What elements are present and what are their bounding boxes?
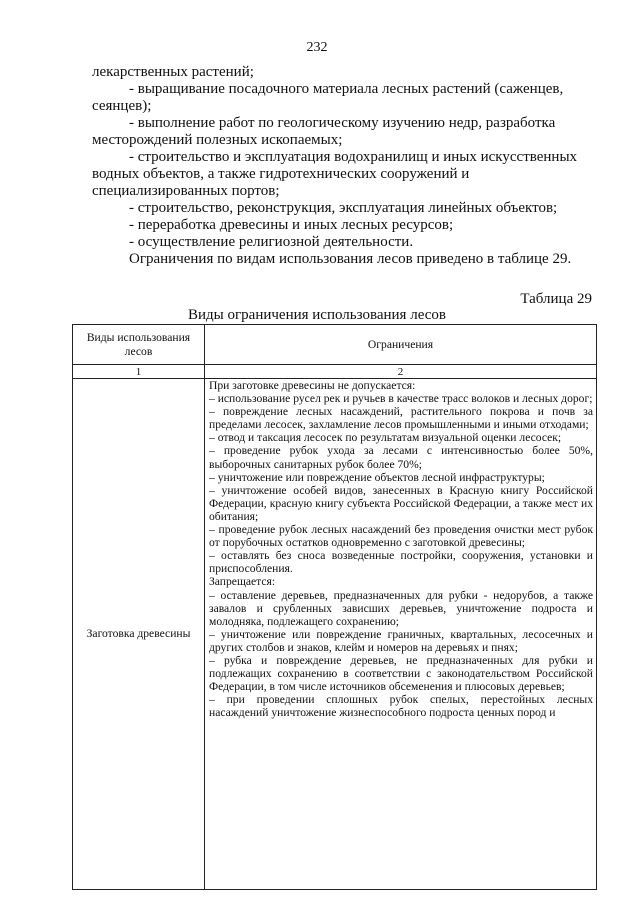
- restrictions-table: [72, 324, 597, 890]
- restriction-item: – проведение рубок ухода за лесами с интенсивностью более 50%, выборочных санитарных рубок более 70%;: [209, 444, 593, 471]
- restriction-item: – использование русел рек и ручьев в качестве трасс волоков и лесных дорог;: [209, 392, 593, 406]
- header-cell-activity: Виды использования лесов: [73, 325, 205, 365]
- restriction-item: – отвод и таксация лесосек по результатам визуальной оценки лесосек;: [209, 431, 562, 445]
- restriction-item: – оставлять без сноса возведенные постройки, сооружения, установки и приспособления.: [209, 549, 593, 576]
- table-label: Таблица 29: [520, 291, 592, 307]
- restriction-item: – при проведении сплошных рубок спелых, перестойных лесных насаждений уничтожение жизнеспособного подроста ценных пород и: [209, 693, 593, 720]
- table-title: Виды ограничения использования лесов: [188, 307, 446, 323]
- restriction-item: – уничтожение особей видов, занесенных в Красную книгу Российской Федерации, красную книгу субъекта Российской Федерации, а также мест их обитания;: [209, 483, 593, 523]
- restriction-item: – оставление деревьев, предназначенных для рубки - недорубов, а также завалов и срубленных зависших деревьев, уничтожение подроста и молодняка, подлежащего сохранению;: [209, 588, 593, 628]
- column-number-row: [73, 365, 597, 379]
- header-cell-restrictions: Ограничения: [205, 325, 597, 365]
- restriction-item: – рубка и повреждение деревьев, не предназначенных для рубки и подлежащих сохранению в соответствии с законодательством Российской Федерации, в том числе источников обсеменения и плюсовых деревьев;: [209, 653, 593, 694]
- restrictions-cell: [205, 379, 597, 890]
- restriction-item: – проведение рубок лесных насаждений без проведения очистки мест рубок от порубочных остатков одновременно с заготовкой древесины;: [209, 523, 593, 550]
- body-text: [92, 64, 582, 268]
- body-line: - строительство, реконструкция, эксплуатация линейных объектов;: [129, 200, 558, 216]
- restriction-item: – повреждение лесных насаждений, растительного покрова и почв за пределами лесосек, захламление лесов промышленными и иными отходами;: [209, 405, 593, 432]
- column-number-2: 2: [205, 365, 597, 379]
- activity-cell: Заготовка древесины: [73, 379, 205, 890]
- table-row: [73, 379, 597, 890]
- body-line: - переработка древесины и иных лесных ресурсов;: [129, 217, 454, 233]
- body-line: - выполнение работ по геологическому изучению недр, разработка месторождений полезных ископаемых;: [92, 115, 556, 148]
- body-line: Ограничения по видам использования лесов приведено в таблице 29.: [129, 251, 572, 267]
- body-line: - осуществление религиозной деятельности.: [129, 234, 414, 250]
- page-number: 232: [306, 40, 328, 55]
- body-line: - выращивание посадочного материала лесных растений (саженцев, сеянцев);: [92, 81, 564, 114]
- restriction-item: Запрещается:: [209, 575, 276, 589]
- restriction-item: – уничтожение или повреждение объектов лесной инфраструктуры;: [209, 470, 545, 484]
- restriction-item: При заготовке древесины не допускается:: [209, 379, 416, 392]
- body-line: - строительство и эксплуатация водохранилищ и иных искусственных водных объектов, а также гидротехнических сооружений и специализированных портов;: [92, 149, 578, 199]
- restriction-item: – уничтожение или повреждение граничных, квартальных, лесосечных и других столбов и знаков, клейм и номеров на деревьях и пнях;: [209, 627, 593, 654]
- body-line: лекарственных растений;: [92, 64, 254, 80]
- table-header-row: [73, 325, 597, 365]
- column-number-1: 1: [73, 365, 205, 379]
